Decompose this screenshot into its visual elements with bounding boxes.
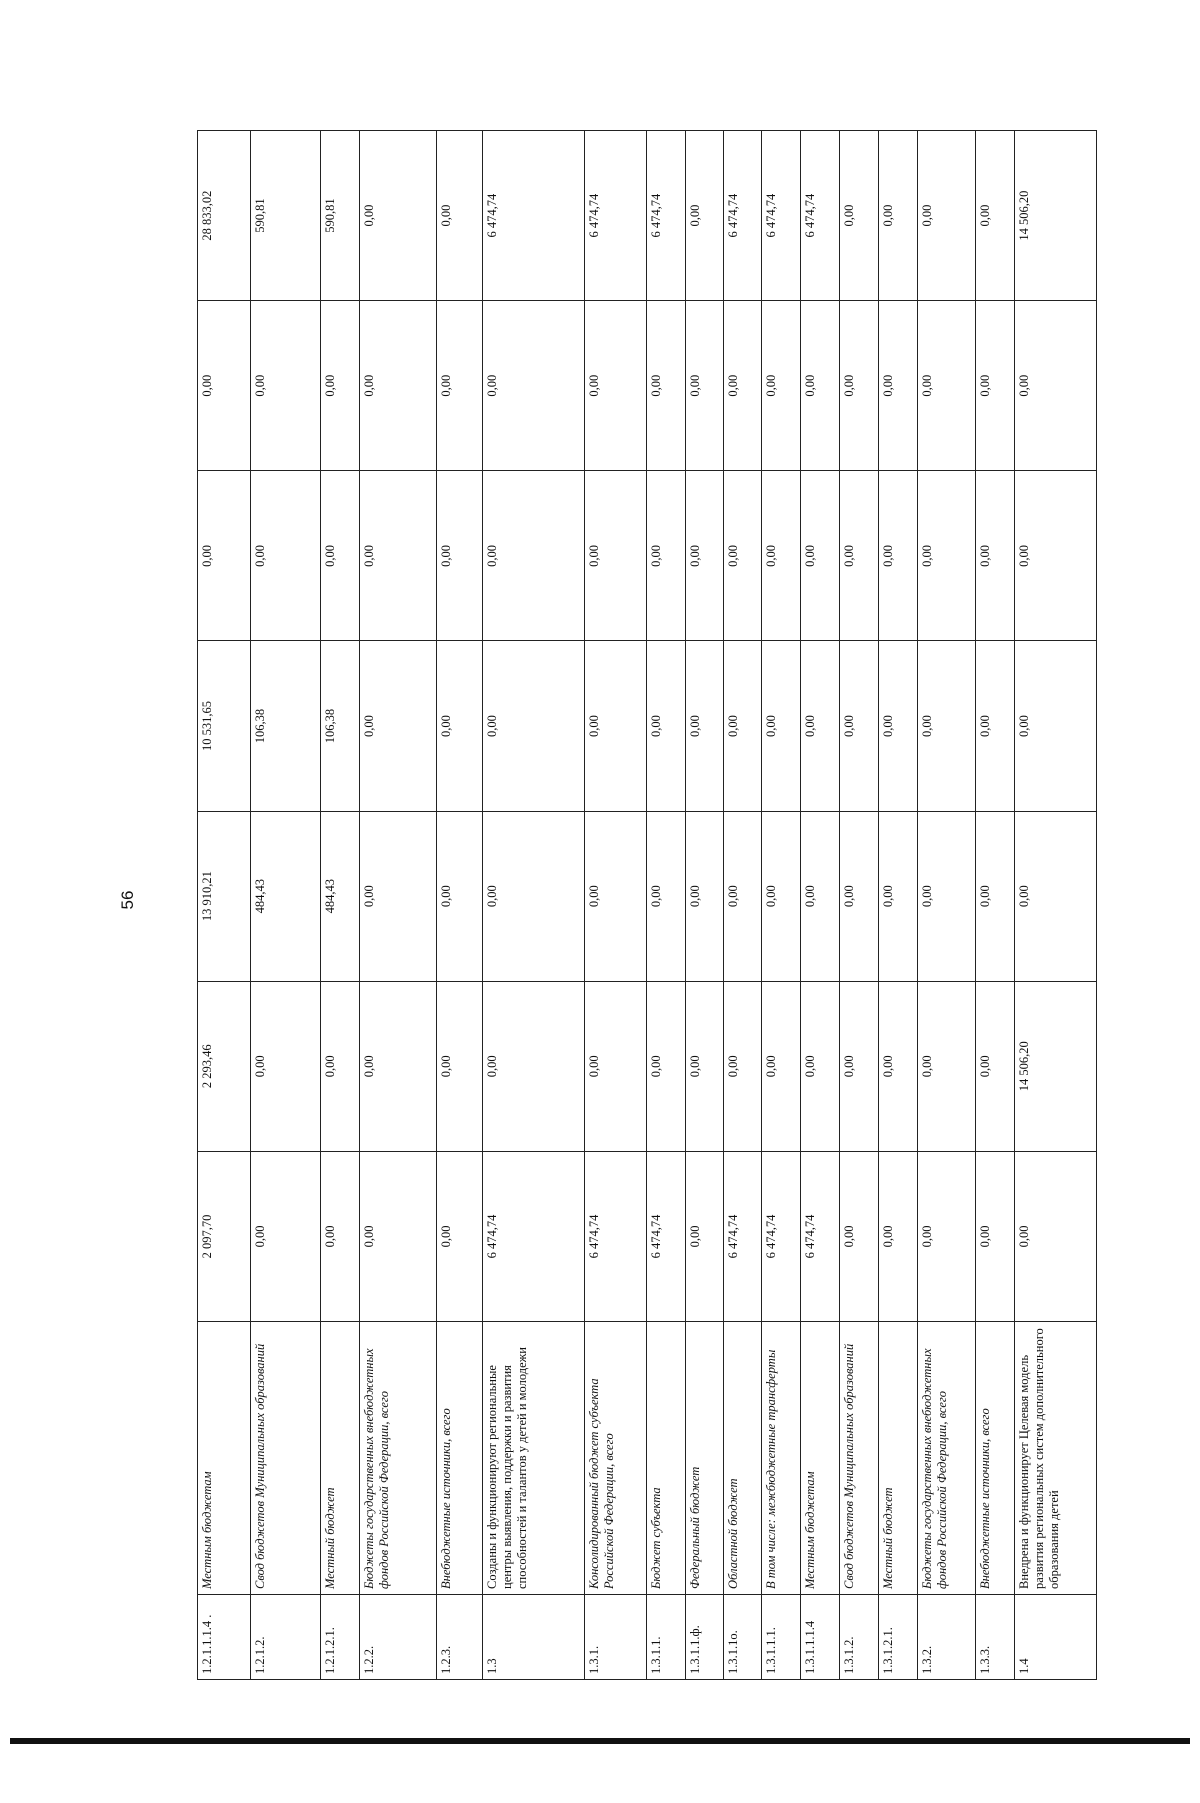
row-value: 0,00 bbox=[251, 1151, 321, 1321]
row-total: 6 474,74 bbox=[800, 131, 839, 301]
row-name: Местный бюджет bbox=[321, 1322, 360, 1595]
row-value: 0,00 bbox=[359, 301, 436, 471]
row-value: 0,00 bbox=[975, 641, 1014, 811]
row-value: 484,43 bbox=[251, 811, 321, 981]
row-value: 0,00 bbox=[723, 811, 761, 981]
table-row bbox=[482, 131, 585, 1680]
row-value: 0,00 bbox=[1014, 641, 1096, 811]
row-value: 13 910,21 bbox=[198, 811, 251, 981]
row-code: 1.2.2. bbox=[359, 1595, 436, 1680]
row-value: 0,00 bbox=[1014, 471, 1096, 641]
row-value: 0,00 bbox=[878, 811, 917, 981]
row-value: 0,00 bbox=[685, 1151, 723, 1321]
row-value: 0,00 bbox=[839, 641, 878, 811]
row-code: 1.3.1.1о. bbox=[723, 1595, 761, 1680]
row-value: 0,00 bbox=[761, 811, 800, 981]
row-value: 0,00 bbox=[198, 301, 251, 471]
row-value: 6 474,74 bbox=[761, 1151, 800, 1321]
row-value: 0,00 bbox=[878, 981, 917, 1151]
row-value: 0,00 bbox=[436, 981, 482, 1151]
row-value: 0,00 bbox=[917, 981, 975, 1151]
row-code: 1.3.1.2.1. bbox=[878, 1595, 917, 1680]
row-name: Бюджеты государственных внебюджетных фондов Российской Федерации, всего bbox=[359, 1322, 436, 1595]
page-number: 56 bbox=[118, 890, 137, 910]
row-value: 0,00 bbox=[917, 471, 975, 641]
row-value: 0,00 bbox=[723, 641, 761, 811]
row-name: Внедрена и функционирует Целевая модель развития региональных систем дополнительного образования детей bbox=[1014, 1322, 1096, 1595]
table-row bbox=[975, 131, 1014, 1680]
row-code: 1.2.1.1.1.4 . bbox=[198, 1595, 251, 1680]
budget-table-body bbox=[198, 131, 1097, 1680]
row-value: 2 097,70 bbox=[198, 1151, 251, 1321]
row-value: 484,43 bbox=[321, 811, 360, 981]
row-value: 0,00 bbox=[685, 471, 723, 641]
row-value: 0,00 bbox=[359, 811, 436, 981]
table-row bbox=[646, 131, 685, 1680]
row-value: 0,00 bbox=[359, 471, 436, 641]
row-value: 0,00 bbox=[975, 1151, 1014, 1321]
row-name: Внебюджетные источники, всего bbox=[975, 1322, 1014, 1595]
table-row bbox=[878, 131, 917, 1680]
row-name: Федеральный бюджет bbox=[685, 1322, 723, 1595]
bottom-rule bbox=[10, 1738, 1190, 1744]
row-value: 0,00 bbox=[917, 811, 975, 981]
table-row bbox=[359, 131, 436, 1680]
row-value: 0,00 bbox=[585, 471, 647, 641]
row-value: 0,00 bbox=[482, 301, 585, 471]
row-code: 1.3.1. bbox=[585, 1595, 647, 1680]
row-name: Созданы и функционируют региональные центры выявления, поддержки и развития способностей и талантов у детей и молодежи bbox=[482, 1322, 585, 1595]
row-value: 0,00 bbox=[761, 641, 800, 811]
row-value: 0,00 bbox=[917, 301, 975, 471]
row-total: 0,00 bbox=[685, 131, 723, 301]
row-value: 0,00 bbox=[436, 301, 482, 471]
table-row bbox=[800, 131, 839, 1680]
row-code: 1.2.1.2. bbox=[251, 1595, 321, 1680]
row-value: 106,38 bbox=[251, 641, 321, 811]
row-value: 0,00 bbox=[359, 981, 436, 1151]
row-name: В том числе: межбюджетные трансферты bbox=[761, 1322, 800, 1595]
table-row bbox=[761, 131, 800, 1680]
row-value: 0,00 bbox=[1014, 1151, 1096, 1321]
row-value: 0,00 bbox=[436, 1151, 482, 1321]
row-value: 0,00 bbox=[585, 641, 647, 811]
row-value: 6 474,74 bbox=[723, 1151, 761, 1321]
row-value: 0,00 bbox=[839, 301, 878, 471]
row-value: 0,00 bbox=[723, 301, 761, 471]
row-value: 0,00 bbox=[585, 811, 647, 981]
row-total: 6 474,74 bbox=[585, 131, 647, 301]
row-total: 0,00 bbox=[359, 131, 436, 301]
rotated-sheet bbox=[197, 130, 1097, 1680]
row-code: 1.3.1.1.1.4 bbox=[800, 1595, 839, 1680]
row-total: 590,81 bbox=[251, 131, 321, 301]
row-value: 0,00 bbox=[685, 811, 723, 981]
row-value: 0,00 bbox=[723, 981, 761, 1151]
row-value: 0,00 bbox=[321, 981, 360, 1151]
table-row bbox=[251, 131, 321, 1680]
row-code: 1.3.1.2. bbox=[839, 1595, 878, 1680]
row-value: 0,00 bbox=[251, 981, 321, 1151]
row-value: 0,00 bbox=[436, 471, 482, 641]
row-value: 14 506,20 bbox=[1014, 981, 1096, 1151]
row-value: 0,00 bbox=[975, 981, 1014, 1151]
row-value: 0,00 bbox=[685, 981, 723, 1151]
row-value: 0,00 bbox=[839, 811, 878, 981]
row-value: 0,00 bbox=[878, 301, 917, 471]
row-total: 28 833,02 bbox=[198, 131, 251, 301]
budget-table bbox=[197, 130, 1097, 1680]
row-name: Бюджеты государственных внебюджетных фондов Российской Федерации, всего bbox=[917, 1322, 975, 1595]
row-code: 1.3.1.1.1. bbox=[761, 1595, 800, 1680]
row-value: 0,00 bbox=[800, 301, 839, 471]
row-total: 0,00 bbox=[839, 131, 878, 301]
row-code: 1.3.2. bbox=[917, 1595, 975, 1680]
row-value: 0,00 bbox=[839, 981, 878, 1151]
row-value: 6 474,74 bbox=[800, 1151, 839, 1321]
row-value: 0,00 bbox=[482, 811, 585, 981]
row-code: 1.3 bbox=[482, 1595, 585, 1680]
row-value: 0,00 bbox=[839, 471, 878, 641]
row-value: 0,00 bbox=[800, 811, 839, 981]
row-code: 1.3.1.1.ф. bbox=[685, 1595, 723, 1680]
row-value: 0,00 bbox=[1014, 301, 1096, 471]
row-value: 0,00 bbox=[685, 641, 723, 811]
table-row bbox=[839, 131, 878, 1680]
row-value: 0,00 bbox=[646, 981, 685, 1151]
row-value: 0,00 bbox=[436, 641, 482, 811]
row-code: 1.2.3. bbox=[436, 1595, 482, 1680]
row-value: 0,00 bbox=[251, 471, 321, 641]
row-name: Внебюджетные источники, всего bbox=[436, 1322, 482, 1595]
table-row bbox=[685, 131, 723, 1680]
row-value: 0,00 bbox=[646, 641, 685, 811]
row-name: Областной бюджет bbox=[723, 1322, 761, 1595]
row-name: Консолидированный бюджет субъекта Российской Федерации, всего bbox=[585, 1322, 647, 1595]
row-value: 0,00 bbox=[975, 811, 1014, 981]
row-value: 0,00 bbox=[975, 471, 1014, 641]
row-total: 0,00 bbox=[975, 131, 1014, 301]
row-value: 0,00 bbox=[646, 811, 685, 981]
row-total: 14 506,20 bbox=[1014, 131, 1096, 301]
row-value: 0,00 bbox=[585, 981, 647, 1151]
row-total: 6 474,74 bbox=[482, 131, 585, 301]
row-value: 0,00 bbox=[685, 301, 723, 471]
row-name: Свод бюджетов Муниципальных образований bbox=[839, 1322, 878, 1595]
row-code: 1.4 bbox=[1014, 1595, 1096, 1680]
table-row bbox=[917, 131, 975, 1680]
row-value: 0,00 bbox=[359, 1151, 436, 1321]
row-name: Бюджет субъекта bbox=[646, 1322, 685, 1595]
table-row bbox=[198, 131, 251, 1680]
row-name: Местным бюджетам bbox=[800, 1322, 839, 1595]
row-value: 6 474,74 bbox=[585, 1151, 647, 1321]
table-row bbox=[723, 131, 761, 1680]
row-total: 0,00 bbox=[878, 131, 917, 301]
row-value: 6 474,74 bbox=[646, 1151, 685, 1321]
row-value: 0,00 bbox=[482, 981, 585, 1151]
row-value: 6 474,74 bbox=[482, 1151, 585, 1321]
row-value: 0,00 bbox=[878, 1151, 917, 1321]
row-value: 0,00 bbox=[723, 471, 761, 641]
row-code: 1.3.1.1. bbox=[646, 1595, 685, 1680]
row-value: 2 293,46 bbox=[198, 981, 251, 1151]
row-value: 0,00 bbox=[761, 301, 800, 471]
row-value: 0,00 bbox=[878, 641, 917, 811]
row-name: Местным бюджетам bbox=[198, 1322, 251, 1595]
row-value: 0,00 bbox=[917, 1151, 975, 1321]
table-row bbox=[321, 131, 360, 1680]
table-row bbox=[436, 131, 482, 1680]
row-value: 0,00 bbox=[482, 471, 585, 641]
row-value: 0,00 bbox=[321, 301, 360, 471]
row-total: 6 474,74 bbox=[723, 131, 761, 301]
row-value: 0,00 bbox=[646, 301, 685, 471]
table-row bbox=[585, 131, 647, 1680]
row-name: Свод бюджетов Муниципальных образований bbox=[251, 1322, 321, 1595]
row-value: 0,00 bbox=[761, 471, 800, 641]
row-value: 0,00 bbox=[436, 811, 482, 981]
row-value: 0,00 bbox=[482, 641, 585, 811]
row-value: 0,00 bbox=[321, 471, 360, 641]
row-value: 0,00 bbox=[800, 641, 839, 811]
row-total: 6 474,74 bbox=[646, 131, 685, 301]
row-total: 0,00 bbox=[917, 131, 975, 301]
row-value: 0,00 bbox=[975, 301, 1014, 471]
row-total: 590,81 bbox=[321, 131, 360, 301]
row-value: 0,00 bbox=[251, 301, 321, 471]
row-name: Местный бюджет bbox=[878, 1322, 917, 1595]
row-value: 0,00 bbox=[646, 471, 685, 641]
row-value: 0,00 bbox=[359, 641, 436, 811]
row-total: 0,00 bbox=[436, 131, 482, 301]
row-value: 0,00 bbox=[1014, 811, 1096, 981]
row-value: 0,00 bbox=[321, 1151, 360, 1321]
row-code: 1.2.1.2.1. bbox=[321, 1595, 360, 1680]
row-value: 106,38 bbox=[321, 641, 360, 811]
row-value: 0,00 bbox=[800, 471, 839, 641]
row-total: 6 474,74 bbox=[761, 131, 800, 301]
row-value: 0,00 bbox=[800, 981, 839, 1151]
row-value: 0,00 bbox=[761, 981, 800, 1151]
table-row bbox=[1014, 131, 1096, 1680]
row-code: 1.3.3. bbox=[975, 1595, 1014, 1680]
row-value: 10 531,65 bbox=[198, 641, 251, 811]
row-value: 0,00 bbox=[585, 301, 647, 471]
row-value: 0,00 bbox=[198, 471, 251, 641]
row-value: 0,00 bbox=[839, 1151, 878, 1321]
row-value: 0,00 bbox=[917, 641, 975, 811]
row-value: 0,00 bbox=[878, 471, 917, 641]
